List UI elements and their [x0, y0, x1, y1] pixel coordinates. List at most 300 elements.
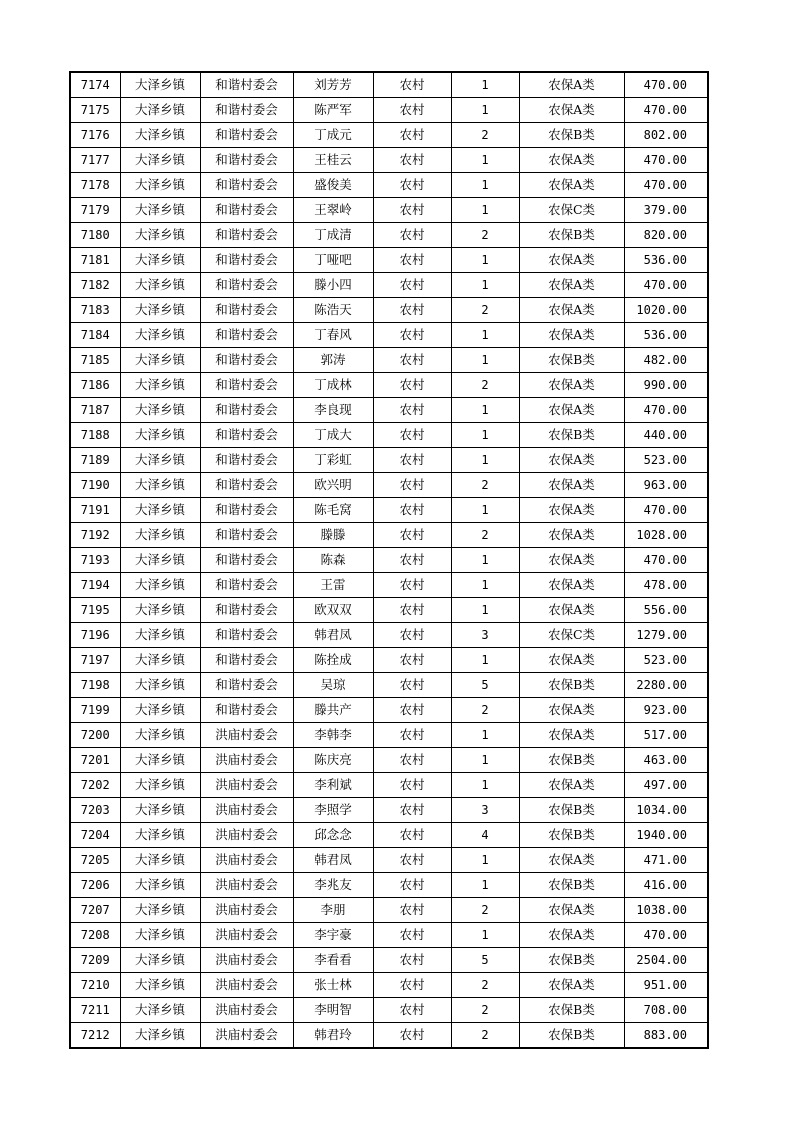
- cell-township: 大泽乡镇: [120, 948, 200, 973]
- cell-village: 洪庙村委会: [200, 923, 293, 948]
- cell-serial: 7207: [70, 898, 120, 923]
- cell-area: 农村: [373, 998, 451, 1023]
- cell-category: 农保B类: [519, 873, 624, 898]
- cell-amount: 463.00: [624, 748, 708, 773]
- cell-category: 农保B类: [519, 823, 624, 848]
- table-row: [70, 973, 708, 998]
- cell-township: 大泽乡镇: [120, 298, 200, 323]
- cell-village: 和谐村委会: [200, 423, 293, 448]
- cell-serial: 7176: [70, 123, 120, 148]
- cell-amount: 536.00: [624, 323, 708, 348]
- cell-category: 农保A类: [519, 523, 624, 548]
- cell-persons: 1: [451, 748, 519, 773]
- cell-area: 农村: [373, 198, 451, 223]
- cell-township: 大泽乡镇: [120, 648, 200, 673]
- cell-township: 大泽乡镇: [120, 523, 200, 548]
- cell-persons: 2: [451, 298, 519, 323]
- cell-category: 农保A类: [519, 598, 624, 623]
- cell-village: 洪庙村委会: [200, 873, 293, 898]
- cell-category: 农保B类: [519, 123, 624, 148]
- cell-category: 农保C类: [519, 623, 624, 648]
- table-row: [70, 323, 708, 348]
- cell-persons: 1: [451, 423, 519, 448]
- cell-township: 大泽乡镇: [120, 623, 200, 648]
- cell-serial: 7203: [70, 798, 120, 823]
- cell-amount: 470.00: [624, 173, 708, 198]
- cell-area: 农村: [373, 648, 451, 673]
- roster-body: [70, 72, 708, 1048]
- cell-name: 李利斌: [293, 773, 373, 798]
- cell-name: 陈严军: [293, 98, 373, 123]
- cell-area: 农村: [373, 398, 451, 423]
- cell-persons: 2: [451, 698, 519, 723]
- cell-township: 大泽乡镇: [120, 773, 200, 798]
- cell-area: 农村: [373, 173, 451, 198]
- cell-category: 农保A类: [519, 298, 624, 323]
- cell-area: 农村: [373, 823, 451, 848]
- cell-name: 李韩李: [293, 723, 373, 748]
- cell-serial: 7174: [70, 72, 120, 98]
- cell-category: 农保C类: [519, 198, 624, 223]
- cell-persons: 1: [451, 98, 519, 123]
- cell-area: 农村: [373, 498, 451, 523]
- cell-township: 大泽乡镇: [120, 598, 200, 623]
- cell-persons: 1: [451, 72, 519, 98]
- cell-township: 大泽乡镇: [120, 223, 200, 248]
- cell-serial: 7186: [70, 373, 120, 398]
- cell-township: 大泽乡镇: [120, 898, 200, 923]
- cell-persons: 4: [451, 823, 519, 848]
- cell-amount: 470.00: [624, 923, 708, 948]
- cell-township: 大泽乡镇: [120, 673, 200, 698]
- cell-name: 丁成大: [293, 423, 373, 448]
- cell-amount: 883.00: [624, 1023, 708, 1049]
- cell-area: 农村: [373, 473, 451, 498]
- cell-amount: 802.00: [624, 123, 708, 148]
- cell-village: 和谐村委会: [200, 323, 293, 348]
- cell-township: 大泽乡镇: [120, 148, 200, 173]
- cell-category: 农保A类: [519, 323, 624, 348]
- cell-persons: 1: [451, 273, 519, 298]
- cell-name: 李宇豪: [293, 923, 373, 948]
- cell-category: 农保A类: [519, 848, 624, 873]
- cell-area: 农村: [373, 448, 451, 473]
- cell-township: 大泽乡镇: [120, 573, 200, 598]
- cell-area: 农村: [373, 848, 451, 873]
- table-row: [70, 298, 708, 323]
- cell-name: 陈庆亮: [293, 748, 373, 773]
- cell-amount: 1279.00: [624, 623, 708, 648]
- cell-area: 农村: [373, 973, 451, 998]
- cell-name: 滕共产: [293, 698, 373, 723]
- cell-area: 农村: [373, 598, 451, 623]
- cell-amount: 471.00: [624, 848, 708, 873]
- cell-serial: 7193: [70, 548, 120, 573]
- table-row: [70, 873, 708, 898]
- cell-amount: 923.00: [624, 698, 708, 723]
- table-row: [70, 823, 708, 848]
- cell-amount: 470.00: [624, 72, 708, 98]
- cell-township: 大泽乡镇: [120, 273, 200, 298]
- cell-persons: 2: [451, 473, 519, 498]
- table-row: [70, 948, 708, 973]
- cell-name: 李照学: [293, 798, 373, 823]
- cell-serial: 7180: [70, 223, 120, 248]
- cell-category: 农保B类: [519, 948, 624, 973]
- cell-amount: 990.00: [624, 373, 708, 398]
- cell-village: 和谐村委会: [200, 248, 293, 273]
- cell-persons: 1: [451, 173, 519, 198]
- cell-serial: 7198: [70, 673, 120, 698]
- cell-amount: 470.00: [624, 548, 708, 573]
- cell-name: 韩君凤: [293, 848, 373, 873]
- cell-persons: 3: [451, 623, 519, 648]
- cell-serial: 7183: [70, 298, 120, 323]
- cell-township: 大泽乡镇: [120, 723, 200, 748]
- cell-township: 大泽乡镇: [120, 848, 200, 873]
- cell-category: 农保A类: [519, 648, 624, 673]
- cell-name: 邱念念: [293, 823, 373, 848]
- table-row: [70, 673, 708, 698]
- cell-area: 农村: [373, 72, 451, 98]
- cell-township: 大泽乡镇: [120, 248, 200, 273]
- cell-township: 大泽乡镇: [120, 123, 200, 148]
- cell-category: 农保B类: [519, 998, 624, 1023]
- cell-name: 王翠岭: [293, 198, 373, 223]
- cell-category: 农保A类: [519, 72, 624, 98]
- cell-area: 农村: [373, 748, 451, 773]
- cell-village: 洪庙村委会: [200, 998, 293, 1023]
- table-row: [70, 473, 708, 498]
- cell-serial: 7194: [70, 573, 120, 598]
- cell-persons: 2: [451, 898, 519, 923]
- cell-village: 和谐村委会: [200, 348, 293, 373]
- cell-serial: 7205: [70, 848, 120, 873]
- cell-serial: 7196: [70, 623, 120, 648]
- cell-township: 大泽乡镇: [120, 173, 200, 198]
- cell-category: 农保A类: [519, 573, 624, 598]
- table-row: [70, 498, 708, 523]
- cell-village: 和谐村委会: [200, 223, 293, 248]
- cell-name: 王雷: [293, 573, 373, 598]
- cell-category: 农保A类: [519, 148, 624, 173]
- roster-table: [69, 71, 709, 1049]
- cell-village: 洪庙村委会: [200, 1023, 293, 1049]
- cell-amount: 497.00: [624, 773, 708, 798]
- cell-serial: 7187: [70, 398, 120, 423]
- table-row: [70, 898, 708, 923]
- cell-amount: 2504.00: [624, 948, 708, 973]
- cell-village: 和谐村委会: [200, 398, 293, 423]
- table-row: [70, 98, 708, 123]
- table-row: [70, 598, 708, 623]
- cell-persons: 1: [451, 323, 519, 348]
- cell-category: 农保B类: [519, 223, 624, 248]
- cell-category: 农保A类: [519, 898, 624, 923]
- cell-serial: 7184: [70, 323, 120, 348]
- cell-persons: 3: [451, 798, 519, 823]
- cell-serial: 7202: [70, 773, 120, 798]
- cell-area: 农村: [373, 548, 451, 573]
- cell-name: 丁成元: [293, 123, 373, 148]
- cell-area: 农村: [373, 273, 451, 298]
- cell-name: 刘芳芳: [293, 72, 373, 98]
- cell-area: 农村: [373, 298, 451, 323]
- cell-category: 农保B类: [519, 348, 624, 373]
- table-row: [70, 923, 708, 948]
- cell-township: 大泽乡镇: [120, 98, 200, 123]
- cell-township: 大泽乡镇: [120, 1023, 200, 1049]
- cell-village: 洪庙村委会: [200, 898, 293, 923]
- cell-township: 大泽乡镇: [120, 698, 200, 723]
- cell-category: 农保B类: [519, 748, 624, 773]
- cell-area: 农村: [373, 798, 451, 823]
- cell-category: 农保A类: [519, 923, 624, 948]
- cell-persons: 1: [451, 773, 519, 798]
- cell-amount: 1940.00: [624, 823, 708, 848]
- cell-persons: 5: [451, 673, 519, 698]
- cell-township: 大泽乡镇: [120, 498, 200, 523]
- cell-category: 农保A类: [519, 973, 624, 998]
- cell-township: 大泽乡镇: [120, 998, 200, 1023]
- cell-area: 农村: [373, 348, 451, 373]
- cell-area: 农村: [373, 898, 451, 923]
- cell-name: 李看看: [293, 948, 373, 973]
- table-row: [70, 72, 708, 98]
- cell-amount: 379.00: [624, 198, 708, 223]
- cell-amount: 1028.00: [624, 523, 708, 548]
- cell-village: 和谐村委会: [200, 123, 293, 148]
- table-row: [70, 198, 708, 223]
- cell-amount: 517.00: [624, 723, 708, 748]
- cell-serial: 7179: [70, 198, 120, 223]
- table-row: [70, 723, 708, 748]
- table-row: [70, 748, 708, 773]
- cell-persons: 1: [451, 348, 519, 373]
- cell-category: 农保A类: [519, 273, 624, 298]
- cell-village: 和谐村委会: [200, 573, 293, 598]
- cell-village: 和谐村委会: [200, 198, 293, 223]
- cell-category: 农保A类: [519, 773, 624, 798]
- cell-category: 农保B类: [519, 673, 624, 698]
- cell-serial: 7188: [70, 423, 120, 448]
- cell-name: 韩君凤: [293, 623, 373, 648]
- cell-persons: 2: [451, 1023, 519, 1049]
- cell-serial: 7211: [70, 998, 120, 1023]
- cell-persons: 1: [451, 198, 519, 223]
- cell-amount: 536.00: [624, 248, 708, 273]
- table-row: [70, 698, 708, 723]
- cell-village: 洪庙村委会: [200, 973, 293, 998]
- cell-amount: 2280.00: [624, 673, 708, 698]
- cell-township: 大泽乡镇: [120, 423, 200, 448]
- table-row: [70, 848, 708, 873]
- cell-serial: 7210: [70, 973, 120, 998]
- cell-area: 农村: [373, 223, 451, 248]
- table-row: [70, 648, 708, 673]
- cell-village: 和谐村委会: [200, 273, 293, 298]
- cell-name: 丁成清: [293, 223, 373, 248]
- cell-category: 农保A类: [519, 248, 624, 273]
- cell-village: 和谐村委会: [200, 673, 293, 698]
- cell-amount: 482.00: [624, 348, 708, 373]
- cell-serial: 7177: [70, 148, 120, 173]
- cell-area: 农村: [373, 573, 451, 598]
- cell-name: 陈浩天: [293, 298, 373, 323]
- cell-village: 和谐村委会: [200, 623, 293, 648]
- cell-amount: 1038.00: [624, 898, 708, 923]
- cell-category: 农保A类: [519, 398, 624, 423]
- cell-serial: 7209: [70, 948, 120, 973]
- cell-serial: 7199: [70, 698, 120, 723]
- cell-village: 洪庙村委会: [200, 748, 293, 773]
- cell-persons: 1: [451, 448, 519, 473]
- cell-serial: 7192: [70, 523, 120, 548]
- cell-persons: 2: [451, 523, 519, 548]
- cell-village: 洪庙村委会: [200, 723, 293, 748]
- cell-amount: 1034.00: [624, 798, 708, 823]
- cell-serial: 7175: [70, 98, 120, 123]
- cell-area: 农村: [373, 373, 451, 398]
- cell-amount: 523.00: [624, 448, 708, 473]
- cell-village: 和谐村委会: [200, 648, 293, 673]
- cell-amount: 951.00: [624, 973, 708, 998]
- cell-category: 农保A类: [519, 473, 624, 498]
- cell-area: 农村: [373, 673, 451, 698]
- cell-persons: 1: [451, 148, 519, 173]
- cell-village: 和谐村委会: [200, 148, 293, 173]
- cell-name: 张士林: [293, 973, 373, 998]
- cell-amount: 963.00: [624, 473, 708, 498]
- cell-township: 大泽乡镇: [120, 398, 200, 423]
- cell-serial: 7195: [70, 598, 120, 623]
- cell-area: 农村: [373, 698, 451, 723]
- cell-area: 农村: [373, 123, 451, 148]
- table-row: [70, 373, 708, 398]
- cell-serial: 7197: [70, 648, 120, 673]
- table-row: [70, 998, 708, 1023]
- cell-village: 洪庙村委会: [200, 823, 293, 848]
- cell-name: 欧双双: [293, 598, 373, 623]
- cell-village: 和谐村委会: [200, 498, 293, 523]
- cell-category: 农保A类: [519, 448, 624, 473]
- cell-serial: 7191: [70, 498, 120, 523]
- cell-serial: 7181: [70, 248, 120, 273]
- cell-amount: 556.00: [624, 598, 708, 623]
- table-row: [70, 548, 708, 573]
- cell-township: 大泽乡镇: [120, 473, 200, 498]
- cell-amount: 470.00: [624, 273, 708, 298]
- cell-name: 李良现: [293, 398, 373, 423]
- cell-area: 农村: [373, 723, 451, 748]
- table-row: [70, 148, 708, 173]
- table-row: [70, 173, 708, 198]
- cell-township: 大泽乡镇: [120, 823, 200, 848]
- cell-amount: 478.00: [624, 573, 708, 598]
- cell-persons: 5: [451, 948, 519, 973]
- cell-name: 郭涛: [293, 348, 373, 373]
- cell-serial: 7208: [70, 923, 120, 948]
- table-row: [70, 398, 708, 423]
- cell-village: 和谐村委会: [200, 298, 293, 323]
- cell-amount: 470.00: [624, 98, 708, 123]
- table-row: [70, 273, 708, 298]
- cell-serial: 7204: [70, 823, 120, 848]
- cell-name: 丁彩虹: [293, 448, 373, 473]
- cell-village: 洪庙村委会: [200, 773, 293, 798]
- cell-area: 农村: [373, 623, 451, 648]
- cell-village: 和谐村委会: [200, 523, 293, 548]
- cell-persons: 2: [451, 123, 519, 148]
- cell-area: 农村: [373, 98, 451, 123]
- table-row: [70, 448, 708, 473]
- cell-name: 陈拴成: [293, 648, 373, 673]
- cell-township: 大泽乡镇: [120, 373, 200, 398]
- cell-name: 滕滕: [293, 523, 373, 548]
- cell-name: 丁成林: [293, 373, 373, 398]
- cell-township: 大泽乡镇: [120, 323, 200, 348]
- cell-persons: 1: [451, 848, 519, 873]
- cell-persons: 2: [451, 998, 519, 1023]
- table-row: [70, 423, 708, 448]
- cell-amount: 416.00: [624, 873, 708, 898]
- cell-area: 农村: [373, 148, 451, 173]
- cell-persons: 2: [451, 373, 519, 398]
- cell-serial: 7189: [70, 448, 120, 473]
- cell-persons: 1: [451, 923, 519, 948]
- cell-persons: 2: [451, 973, 519, 998]
- cell-township: 大泽乡镇: [120, 198, 200, 223]
- cell-name: 陈毛窝: [293, 498, 373, 523]
- cell-amount: 820.00: [624, 223, 708, 248]
- cell-name: 王桂云: [293, 148, 373, 173]
- cell-category: 农保A类: [519, 698, 624, 723]
- cell-area: 农村: [373, 523, 451, 548]
- cell-category: 农保A类: [519, 373, 624, 398]
- cell-serial: 7178: [70, 173, 120, 198]
- cell-serial: 7212: [70, 1023, 120, 1049]
- cell-township: 大泽乡镇: [120, 973, 200, 998]
- cell-village: 和谐村委会: [200, 698, 293, 723]
- cell-persons: 1: [451, 398, 519, 423]
- table-row: [70, 523, 708, 548]
- cell-name: 滕小四: [293, 273, 373, 298]
- cell-village: 和谐村委会: [200, 598, 293, 623]
- cell-village: 和谐村委会: [200, 72, 293, 98]
- cell-village: 和谐村委会: [200, 373, 293, 398]
- cell-amount: 470.00: [624, 398, 708, 423]
- table-row: [70, 1023, 708, 1049]
- cell-area: 农村: [373, 923, 451, 948]
- cell-area: 农村: [373, 873, 451, 898]
- cell-persons: 1: [451, 498, 519, 523]
- cell-amount: 1020.00: [624, 298, 708, 323]
- cell-name: 吴琼: [293, 673, 373, 698]
- cell-village: 洪庙村委会: [200, 848, 293, 873]
- cell-amount: 440.00: [624, 423, 708, 448]
- cell-category: 农保B类: [519, 423, 624, 448]
- cell-village: 和谐村委会: [200, 173, 293, 198]
- cell-persons: 1: [451, 248, 519, 273]
- cell-village: 和谐村委会: [200, 548, 293, 573]
- cell-village: 洪庙村委会: [200, 948, 293, 973]
- cell-persons: 1: [451, 573, 519, 598]
- cell-serial: 7200: [70, 723, 120, 748]
- cell-township: 大泽乡镇: [120, 923, 200, 948]
- cell-serial: 7185: [70, 348, 120, 373]
- table-row: [70, 573, 708, 598]
- cell-persons: 2: [451, 223, 519, 248]
